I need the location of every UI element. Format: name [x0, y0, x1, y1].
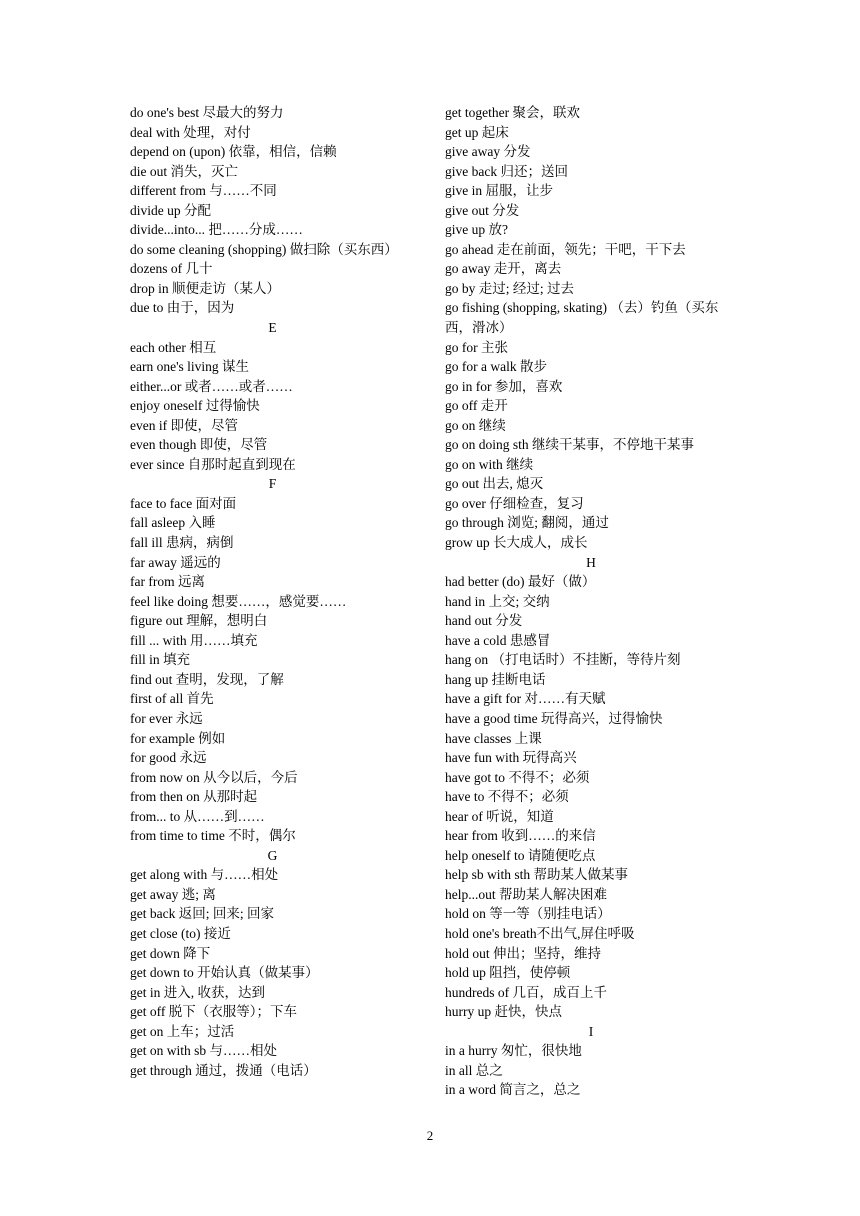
vocab-entry: from now on 从今以后，今后: [130, 769, 298, 785]
vocab-entry: hold up 阻挡，使停顿: [445, 965, 571, 981]
vocab-entry: get on 上车；过活: [130, 1023, 235, 1039]
vocab-entry: go ahead 走在前面，领先；干吧，干下去: [445, 241, 686, 257]
vocab-entry: hear of 听说，知道: [445, 808, 554, 824]
vocab-entry: enjoy oneself 过得愉快: [130, 398, 260, 414]
vocab-entry: even though 即使，尽管: [130, 437, 268, 453]
vocab-entry: face to face 面对面: [130, 495, 237, 511]
vocab-entry: give up 放?: [445, 222, 508, 238]
vocab-entry: get down to 开始认真（做某事）: [130, 965, 319, 981]
vocab-entry: get close (to) 接近: [130, 925, 231, 941]
vocab-entry: go on with 继续: [445, 456, 534, 472]
vocab-entry: give away 分发: [445, 144, 531, 160]
vocab-entry: get in 进入, 收获，达到: [130, 984, 265, 1000]
vocab-entry: from then on 从那时起: [130, 789, 258, 805]
vocab-entry: grow up 长大成人，成长: [445, 535, 588, 551]
vocab-entry: go by 走过; 经过; 过去: [445, 280, 575, 296]
vocab-entry: from... to 从……到……: [130, 808, 265, 824]
vocab-entry: get off 脱下（衣服等）；下车: [130, 1004, 297, 1020]
vocab-entry: get together 聚会，联欢: [445, 105, 580, 120]
vocab-entry: get up 起床: [445, 124, 509, 140]
vocab-entry: give out 分发: [445, 202, 520, 218]
vocab-entry: in a hurry 匆忙，很快地: [445, 1043, 582, 1059]
vocab-entry: go out 出去, 熄灭: [445, 476, 544, 492]
vocab-entry: earn one's living 谋生: [130, 359, 250, 375]
vocab-entry: go for 主张: [445, 339, 508, 355]
vocab-entry: far from 远离: [130, 574, 205, 590]
vocab-entry: figure out 理解，想明白: [130, 613, 268, 629]
vocab-entry: first of all 首先: [130, 691, 214, 707]
vocab-entry: either...or 或者……或者……: [130, 378, 293, 394]
section-letter: E: [268, 320, 277, 336]
vocab-entry: in a word 简言之，总之: [445, 1082, 581, 1098]
vocab-entry: had better (do) 最好（做）: [445, 574, 596, 590]
vocab-entry: hold one's breath不出气,屏住呼吸: [445, 925, 635, 941]
vocab-entry: have to 不得不；必须: [445, 789, 569, 805]
vocab-entry: have classes 上课: [445, 730, 542, 746]
page-number: 2: [426, 1128, 434, 1143]
vocab-entry: hundreds of 几百，成百上千: [445, 984, 607, 1000]
section-letter: F: [268, 476, 277, 492]
vocab-entry: for good 永远: [130, 750, 207, 766]
vocab-entry: help...out 帮助某人解决困难: [445, 886, 607, 902]
vocab-entry: go in for 参加，喜欢: [445, 378, 563, 394]
right-column: [445, 103, 737, 1100]
vocab-entry: get away 逃; 离: [130, 886, 216, 902]
vocab-entry: hurry up 赶快，快点: [445, 1004, 562, 1020]
vocab-entry: have a good time 玩得高兴，过得愉快: [445, 710, 663, 726]
vocab-entry: ever since 自那时起直到现在: [130, 456, 296, 472]
vocab-entry: do one's best 尽最大的努力: [130, 105, 284, 120]
vocab-entry: help sb with sth 帮助某人做某事: [445, 867, 629, 883]
vocab-entry: depend on (upon) 依靠，相信，信赖: [130, 144, 337, 160]
vocab-entry: hand in 上交; 交纳: [445, 593, 550, 609]
vocab-entry: drop in 顺便走访（某人）: [130, 280, 280, 296]
vocab-entry: have got to 不得不；必须: [445, 769, 590, 785]
vocab-entry: have fun with 玩得高兴: [445, 750, 577, 766]
vocab-entry: get along with 与……相处: [130, 867, 279, 883]
vocab-entry: fill ... with 用……填充: [130, 632, 258, 648]
vocab-entry: go on doing sth 继续干某事，不停地干某事: [445, 437, 695, 453]
vocab-entry: hear from 收到……的来信: [445, 828, 596, 844]
vocab-entry: go on 继续: [445, 417, 506, 433]
section-letter: I: [588, 1023, 594, 1039]
vocab-entry: hold on 等一等（别挂电话）: [445, 906, 611, 922]
vocab-entry: even if 即使，尽管: [130, 417, 238, 433]
vocab-entry: each other 相互: [130, 339, 217, 355]
vocab-entry: have a gift for 对……有天赋: [445, 691, 606, 707]
vocab-entry: go over 仔细检查，复习: [445, 495, 584, 511]
section-letter: G: [267, 847, 278, 863]
vocab-entry: due to 由于，因为: [130, 300, 235, 316]
vocab-entry: divide...into... 把……分成……: [130, 222, 303, 238]
vocab-entry: fall ill 患病，病倒: [130, 535, 234, 551]
vocab-entry: fill in 填充: [130, 652, 190, 668]
vocab-entry: far away 遥远的: [130, 554, 221, 570]
vocab-entry: hold out 伸出；坚持，维持: [445, 945, 602, 961]
section-letter: H: [586, 554, 596, 570]
vocab-entry: get down 降下: [130, 945, 211, 961]
vocab-entry: go off 走开: [445, 398, 508, 414]
vocab-entry: divide up 分配: [130, 202, 211, 218]
vocab-entry: help oneself to 请随便吃点: [445, 847, 596, 863]
vocab-entry: hang on （打电话时）不挂断，等待片刻: [445, 652, 681, 668]
vocab-entry: hang up 挂断电话: [445, 671, 546, 687]
vocab-entry: find out 查明，发现，了解: [130, 671, 284, 687]
vocab-entry: deal with 处理，对付: [130, 124, 251, 140]
vocab-entry: in all 总之: [445, 1062, 503, 1078]
vocab-entry: fall asleep 入睡: [130, 515, 216, 531]
vocab-entry: go through 浏览; 翻阅，通过: [445, 515, 609, 531]
vocab-entry: get on with sb 与……相处: [130, 1043, 277, 1059]
vocab-entry: for example 例如: [130, 730, 226, 746]
vocab-entry: for ever 永远: [130, 710, 203, 726]
vocab-entry: go fishing (shopping, skating) （去）钓鱼（买东西，滑冰）: [445, 300, 719, 336]
vocab-entry: feel like doing 想要……，感觉要……: [130, 593, 347, 609]
vocab-entry: dozens of 几十: [130, 261, 213, 277]
vocab-entry: different from 与……不同: [130, 183, 277, 199]
vocab-entry: from time to time 不时，偶尔: [130, 828, 296, 844]
vocab-entry: hand out 分发: [445, 613, 523, 629]
vocab-entry: go for a walk 散步: [445, 359, 547, 375]
left-column: [130, 103, 415, 1080]
vocab-entry: do some cleaning (shopping) 做扫除（买东西）: [130, 241, 398, 257]
vocab-entry: have a cold 患感冒: [445, 632, 551, 648]
vocab-entry: give in 屈服，让步: [445, 183, 553, 199]
vocab-entry: get through 通过，拨通（电话）: [130, 1062, 317, 1078]
vocab-entry: give back 归还；送回: [445, 163, 568, 179]
vocab-entry: die out 消失，灭亡: [130, 163, 238, 179]
vocab-entry: get back 返回; 回来; 回家: [130, 906, 274, 922]
vocab-entry: go away 走开，离去: [445, 261, 562, 277]
